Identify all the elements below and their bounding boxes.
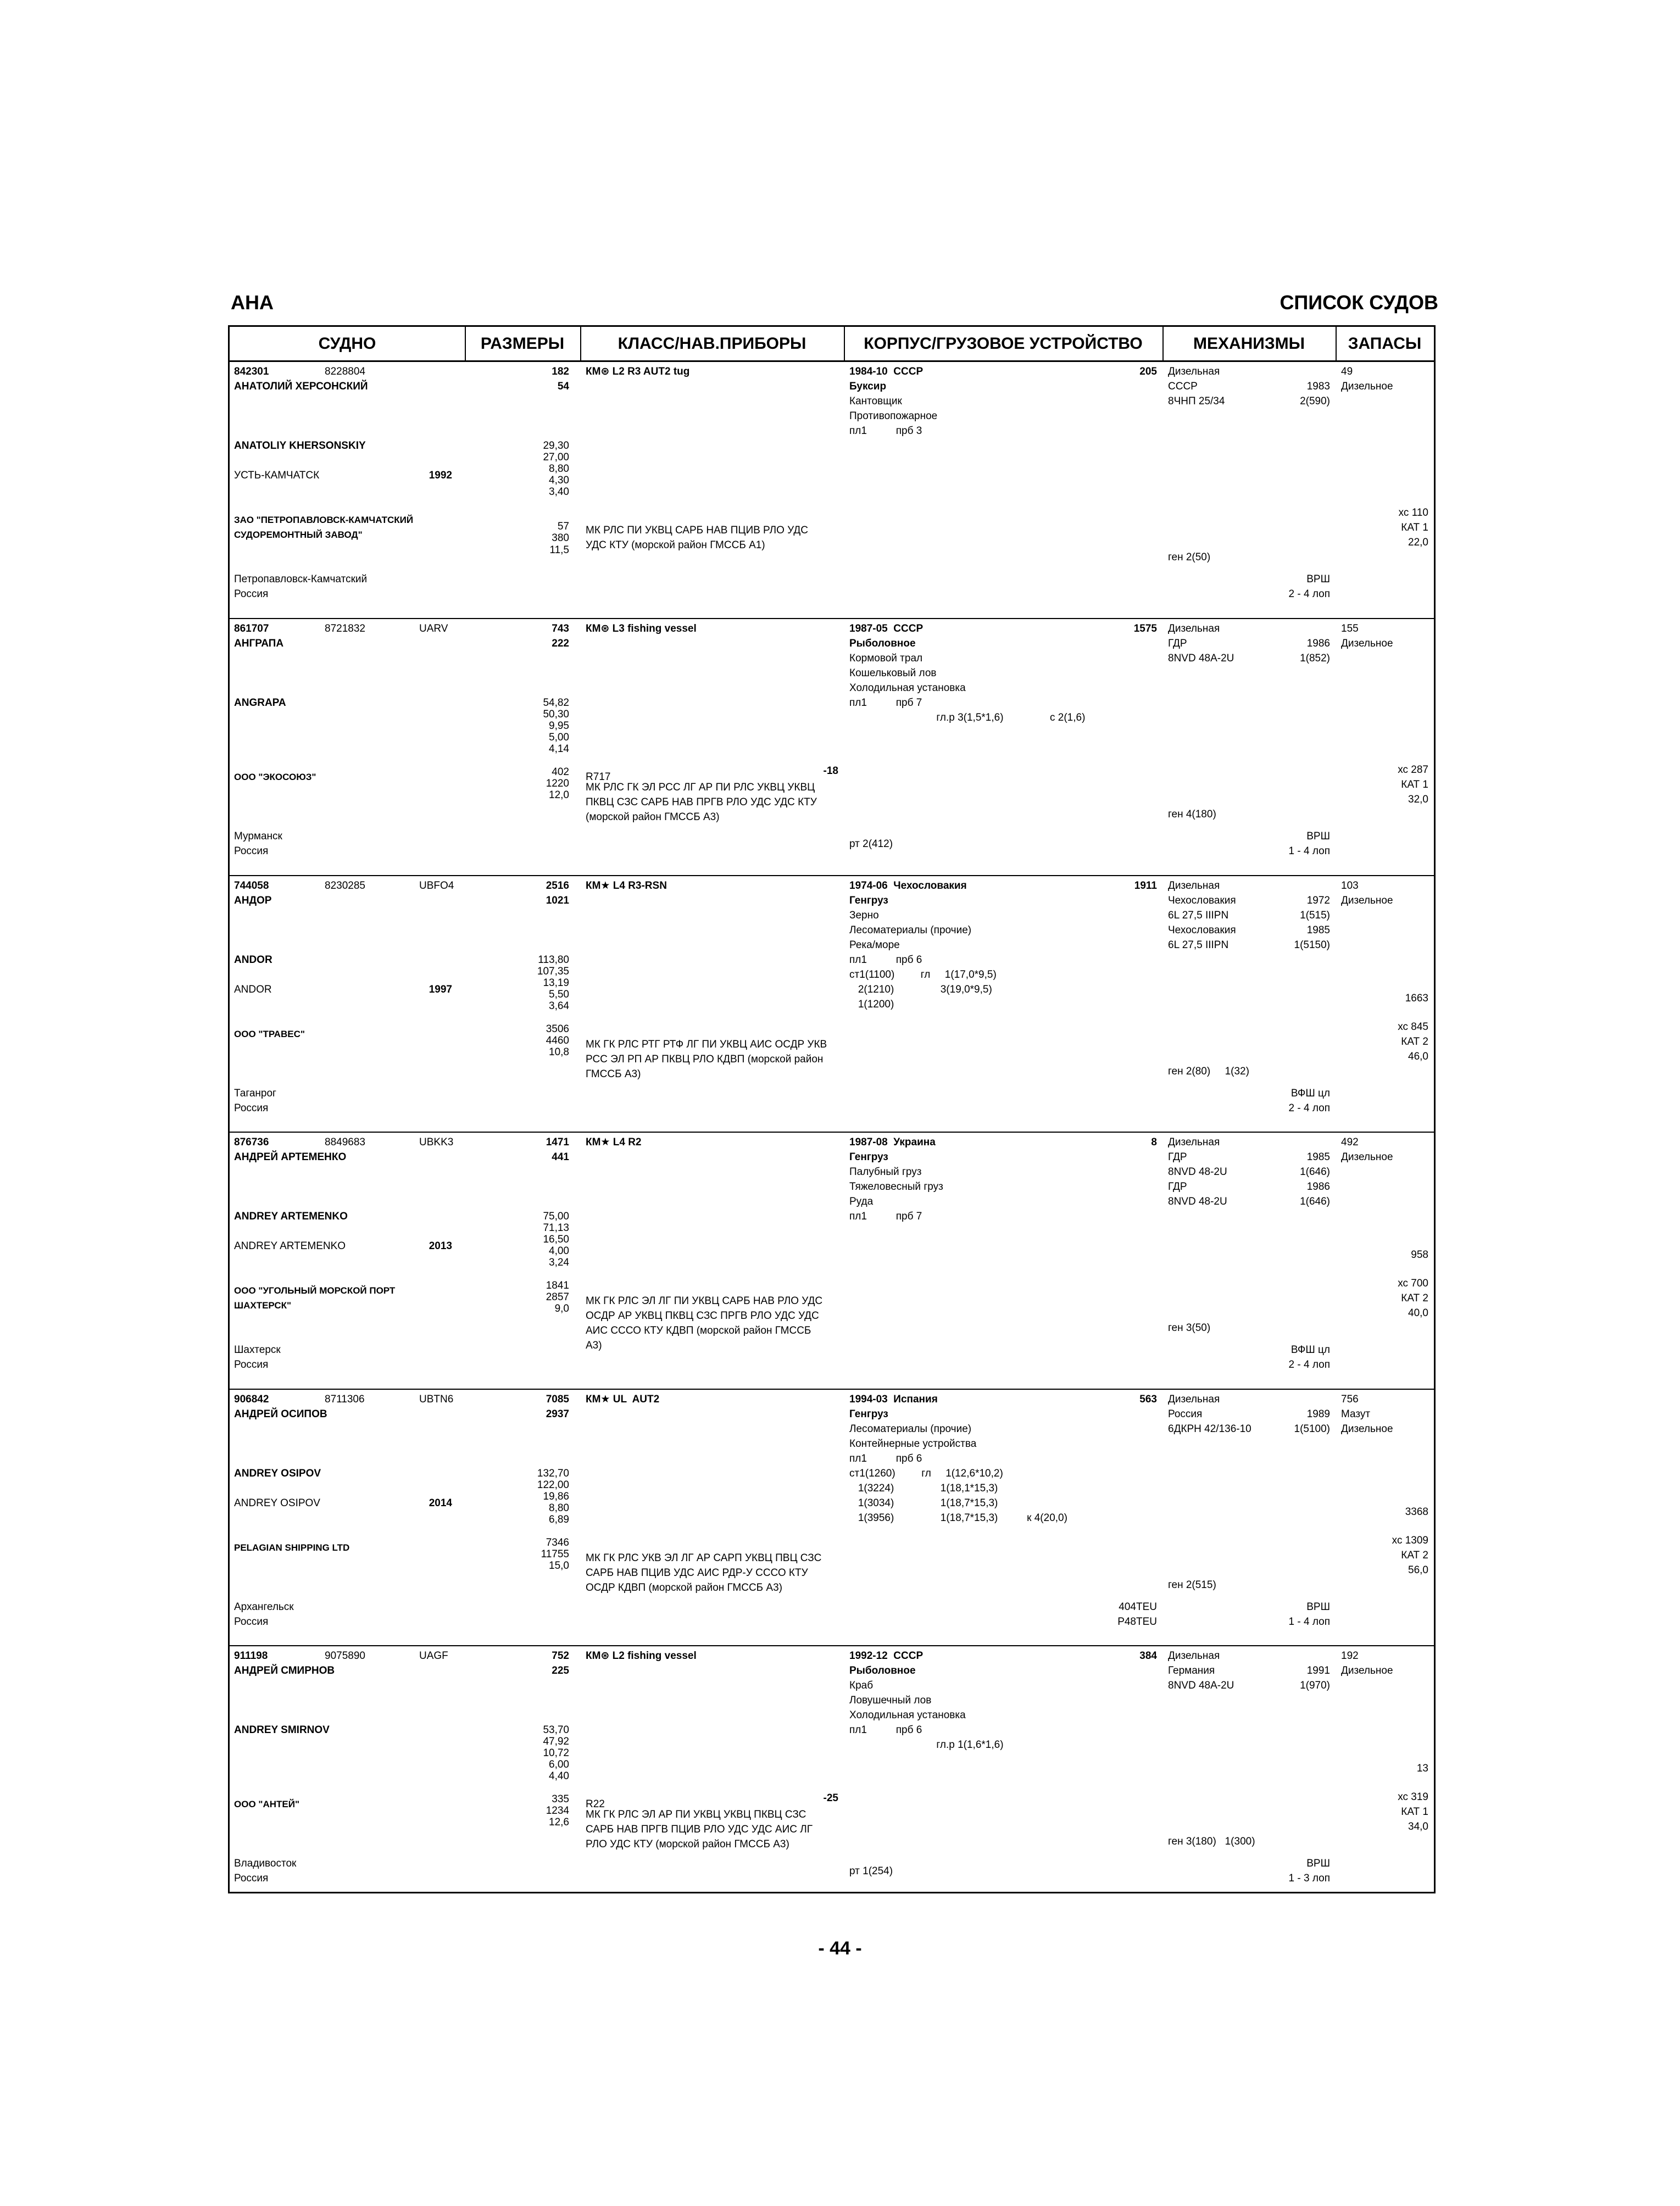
class-notation: КМ⊛ L3 fishing vessel [586,623,697,634]
dimension-value: 11,5 [549,544,569,556]
navigation-equipment: МК ГК РЛС ЭЛ ЛГ ПИ УКВЦ САРБ НАВ РЛО УДС ОСДР АР УКВЦ ПКВЦ СЗС ПРГВ РЛО УДС УДС АИС СССО КТУ КДВП (морской район ГМССБ А3) [586,1295,823,1351]
engine-spec: 1(852) [1300,653,1330,664]
propeller-blades: 1 - 4 лоп [1288,1616,1330,1628]
engine-spec: 1986 [1306,638,1330,649]
registry-number: 876736 [234,1137,269,1148]
vessel-name: АНГРАПА [234,638,284,649]
vessel-name-latin: ANDOR [234,954,272,966]
vessel-name-latin: ANDREY ARTEMENKO [234,1211,348,1222]
tonnage-value: 225 [552,1665,569,1676]
generators: ген 3(180) 1(300) [1168,1835,1255,1847]
cargo-gear: 1(1200) [849,999,894,1010]
engine-spec: 1(5150) [1294,939,1330,951]
cargo-purpose: Река/море [849,939,900,951]
dimension-value: 13,19 [543,977,569,989]
supply-value: 103 [1341,880,1359,892]
hull-number: 1911 [1134,880,1157,892]
dimension-value: 50,30 [543,709,569,721]
navigation-equipment: МК ГК РЛС ЭЛ АР ПИ УКВЦ УКВЦ ПКВЦ СЗС САРБ НАВ ПРГВ ПЦИВ РЛО УДС УДС АИС ЛГ РЛО УДС КТУ (морской район ГМССБ А3) [586,1808,813,1850]
hull-number: 205 [1139,366,1157,377]
registry-number: 906842 [234,1394,269,1405]
dimension-value: 4460 [546,1035,569,1047]
column-header-class: КЛАСС/НАВ.ПРИБОРЫ [580,327,844,362]
vessel-name-latin: ANDREY SMIRNOV [234,1724,330,1736]
cargo-gear: 2(1210) 3(19,0*9,5) [849,984,992,995]
tonnage-value: 752 [552,1650,569,1662]
container-capacity-alt: P48TEU [1117,1616,1157,1628]
call-sign: UAGF [419,1650,448,1662]
class-notation: КМ⊛ L2 R3 AUT2 tug [586,366,690,377]
deck-hold-info: пл1 прб 6 [849,954,922,966]
deck-hold-info: пл1 прб 6 [849,1453,922,1464]
cargo-purpose: Ловушечный лов [849,1695,932,1706]
dimension-value: 1234 [546,1805,569,1817]
supply-capacity: хс 110 [1398,506,1428,519]
engine-type: Дизельная [1168,880,1220,892]
owner: PELAGIAN SHIPPING LTD [234,1542,350,1553]
engine-spec: 1986 [1306,1181,1330,1193]
owner: ООО "ТРАВЕС" [234,1029,305,1039]
tonnage-value: 441 [552,1151,569,1163]
cargo-purpose: Противопожарное [849,410,938,422]
dimension-value: 75,00 [543,1211,569,1222]
previous-name-year: 2013 [429,1240,452,1252]
dimension-value: 47,92 [543,1736,569,1748]
imo-number: 8228804 [325,366,365,377]
supply-capacity: 56,0 [1408,1564,1428,1576]
supply-range: 3368 [1405,1506,1428,1518]
class-extra: -25 [823,1792,838,1804]
propeller: ВФШ цл [1290,1088,1330,1099]
dimension-value: 10,72 [543,1747,569,1759]
cargo-gear: ст1(1260) гл 1(12,6*10,2) [849,1468,1003,1479]
cargo-purpose: Зерно [849,910,879,921]
propeller: ВРШ [1306,1601,1330,1613]
column-divider [580,327,581,362]
cargo-purpose: Контейнерные устройства [849,1438,977,1450]
hull-number: 384 [1139,1650,1157,1662]
tonnage-value: 743 [552,623,569,634]
cargo-purpose: Лесоматериалы (прочие) [849,1423,972,1435]
dimension-value: 19,86 [543,1491,569,1503]
supply-value: Дизельное [1341,895,1393,906]
engine-type: Дизельная [1168,366,1220,377]
call-sign: UBFO4 [419,880,454,892]
cargo-gear: 1(3224) 1(18,1*15,3) [849,1483,998,1494]
supply-capacity: 32,0 [1408,793,1428,805]
column-header-supplies: ЗАПАСЫ [1336,327,1434,362]
registry-number: 911198 [234,1650,268,1662]
tonnage-value: 222 [552,638,569,649]
cargo-purpose: Холодильная установка [849,1709,966,1721]
vessel-record [230,362,1434,619]
cargo-purpose: Тяжеловесный груз [849,1181,943,1193]
column-divider [1336,327,1337,362]
engine-spec: 1(970) [1300,1680,1330,1691]
class-code: R22 [586,1798,605,1810]
flag-country: Россия [234,1873,269,1884]
cargo-gear: 1(3956) 1(18,7*15,3) к 4(20,0) [849,1512,1067,1524]
dimension-value: 9,0 [554,1303,569,1315]
tonnage-value: 7085 [546,1394,569,1405]
engine-maker: 6L 27,5 IIIPN [1168,939,1229,951]
tonnage-value: 2516 [546,880,569,892]
dimension-value: 11755 [541,1548,569,1561]
dimension-value: 1841 [546,1280,569,1292]
supply-capacity: КАТ 2 [1401,1035,1428,1048]
dimension-value: 3,64 [549,1000,569,1012]
owner: ООО "АНТЕЙ" [234,1799,300,1809]
home-port: Архангельск [234,1601,294,1613]
engine-spec: 1991 [1306,1665,1330,1676]
imo-number: 8849683 [325,1137,365,1148]
page-number: - 44 - [818,1938,862,1959]
deck-hold-info: пл1 прб 7 [849,1211,922,1222]
vessel-record [230,619,1434,876]
dimension-value: 12,0 [549,789,569,801]
propeller: ВФШ цл [1290,1344,1330,1356]
refrigeration-info: рт 1(254) [849,1865,893,1877]
column-divider [465,327,466,362]
supply-range: 958 [1411,1249,1428,1261]
deck-hold-info: пл1 прб 6 [849,1724,922,1736]
page-header-left: АНА [231,291,274,314]
home-port: Петропавловск-Камчатский [234,573,368,585]
supply-capacity: 22,0 [1408,536,1428,548]
vessel-name: АНАТОЛИЙ ХЕРСОНСКИЙ [234,381,368,392]
dimension-value: 6,89 [549,1514,569,1526]
engine-spec: 2(590) [1300,395,1330,407]
engine-maker: 8NVD 48-2U [1168,1196,1227,1207]
supply-capacity: 34,0 [1408,1820,1428,1832]
call-sign: UARV [419,623,448,634]
call-sign: UBKK3 [419,1137,454,1148]
tonnage-value: 1471 [546,1137,569,1148]
dimension-value: 6,00 [549,1759,569,1771]
supply-capacity: 46,0 [1408,1050,1428,1062]
cargo-purpose: Лесоматериалы (прочие) [849,924,972,936]
supply-capacity: хс 700 [1398,1277,1428,1289]
registry-number: 861707 [234,623,269,634]
supply-value: 492 [1341,1137,1359,1148]
supply-capacity: КАТ 1 [1401,521,1428,533]
imo-number: 8721832 [325,623,365,634]
engine-type: Дизельная [1168,1650,1220,1662]
engine-spec: 1989 [1306,1408,1330,1420]
cargo-purpose: Холодильная установка [849,682,966,694]
cargo-gear: гл.р 1(1,6*1,6) [849,1739,1004,1751]
supply-capacity: хс 287 [1398,764,1428,776]
generators: ген 2(80) 1(32) [1168,1065,1249,1077]
supply-capacity: КАТ 2 [1401,1549,1428,1561]
supply-capacity: 40,0 [1408,1307,1428,1319]
engine-spec: 1972 [1306,895,1330,906]
propeller-blades: 2 - 4 лоп [1288,1359,1330,1371]
engine-spec: 1(515) [1300,910,1330,921]
class-extra: -18 [823,765,838,777]
engine-spec: 1985 [1306,1151,1330,1163]
dimension-value: 8,80 [549,463,569,475]
build-year-country: 1987-08 Украина [849,1137,936,1148]
supply-value: Мазут [1341,1408,1371,1420]
navigation-equipment: МК ГК РЛС УКВ ЭЛ ЛГ АР САРП УКВЦ ПВЦ СЗС САРБ НАВ ПЦИВ УДС АИС РДР-У СССО КТУ ОСДР КДВП (морской район ГМССБ А3) [586,1552,822,1594]
vessel-type: Генгруз [849,1151,888,1163]
supply-capacity: хс 845 [1398,1021,1428,1033]
supply-value: Дизельное [1341,638,1393,649]
build-year-country: 1992-12 СССР [849,1650,924,1662]
engine-maker: ГДР [1168,1151,1187,1163]
vessel-record [230,1390,1434,1646]
vessel-name-latin: ANATOLIY KHERSONSKIY [234,440,366,452]
column-header-dimensions: РАЗМЕРЫ [465,327,580,362]
vessel-name-latin: ANGRAPA [234,697,286,709]
dimension-value: 2857 [546,1291,569,1303]
imo-number: 8711306 [325,1394,365,1405]
propeller: ВРШ [1306,1858,1330,1869]
home-port: Таганрог [234,1088,276,1099]
call-sign: UBTN6 [419,1394,454,1405]
tonnage-value: 182 [552,366,569,377]
hull-number: 8 [1151,1137,1157,1148]
tonnage-value: 54 [557,381,569,392]
dimension-value: 7346 [546,1537,569,1549]
propeller: ВРШ [1306,573,1330,585]
dimension-value: 3506 [546,1023,569,1035]
build-year-country: 1994-03 Испания [849,1394,938,1405]
previous-name-year: 1997 [429,984,452,995]
dimension-value: 107,35 [537,966,569,978]
dimension-value: 335 [552,1793,569,1806]
supply-value: Дизельное [1341,1665,1393,1676]
dimension-value: 53,70 [543,1724,569,1736]
dimension-value: 57 [557,521,569,533]
tonnage-value: 2937 [546,1408,569,1420]
column-header-hull: КОРПУС/ГРУЗОВОЕ УСТРОЙСТВО [844,327,1162,362]
home-port: Мурманск [234,831,282,842]
engine-type: Дизельная [1168,623,1220,634]
dimension-value: 402 [552,766,569,778]
previous-name-year: 1992 [429,470,452,481]
supply-capacity: хс 1309 [1392,1534,1428,1546]
cargo-gear: гл.р 3(1,5*1,6) с 2(1,6) [849,712,1086,723]
vessel-record [230,876,1434,1133]
engine-maker: Германия [1168,1665,1215,1676]
dimension-value: 4,14 [549,743,569,755]
flag-country: Россия [234,845,269,857]
vessel-name: АНДРЕЙ ОСИПОВ [234,1408,327,1420]
dimension-value: 4,00 [549,1245,569,1257]
supply-value: 155 [1341,623,1359,634]
cargo-purpose: Краб [849,1680,874,1691]
vessel-record [230,1646,1434,1892]
registry-number: 842301 [234,366,269,377]
engine-maker: 6ДКРН 42/136-10 [1168,1423,1251,1435]
navigation-equipment: МК РЛС ГК ЭЛ РСС ЛГ АР ПИ РЛС УКВЦ УКВЦ ПКВЦ СЗС САРБ НАВ ПРГВ РЛО УДС УДС КТУ (морской район ГМССБ А3) [586,781,817,823]
dimension-value: 5,50 [549,989,569,1001]
dimension-value: 380 [552,532,569,544]
engine-spec: 1(5100) [1294,1423,1330,1435]
previous-name: ANDREY ARTEMENKO [234,1240,346,1252]
supply-value: Дизельное [1341,1423,1393,1435]
dimension-value: 29,30 [543,440,569,452]
flag-country: Россия [234,588,269,600]
supply-value: 756 [1341,1394,1359,1405]
engine-spec: 1983 [1306,381,1330,392]
vessel-record [230,1133,1434,1390]
dimension-value: 8,80 [549,1502,569,1514]
supply-range: 13 [1416,1763,1428,1775]
engine-maker: 8NVD 48A-2U [1168,1680,1234,1691]
supply-capacity: хс 319 [1398,1791,1428,1803]
vessel-type: Рыболовное [849,638,916,649]
engine-maker: 8ЧНП 25/34 [1168,395,1225,407]
propeller: ВРШ [1306,831,1330,842]
engine-maker: ГДР [1168,1181,1187,1193]
tonnage-value: 1021 [546,895,569,906]
previous-name-year: 2014 [429,1497,452,1509]
flag-country: Россия [234,1102,269,1114]
engine-spec: 1985 [1306,924,1330,936]
flag-country: Россия [234,1359,269,1371]
refrigeration-info: рт 2(412) [849,838,893,850]
class-notation: КМ★ L4 R2 [586,1137,642,1148]
imo-number: 9075890 [325,1650,365,1662]
supply-capacity: КАТ 1 [1401,1806,1428,1818]
generators: ген 2(50) [1168,551,1211,563]
column-header-engines: МЕХАНИЗМЫ [1162,327,1336,362]
navigation-equipment: МК РЛС ПИ УКВЦ САРБ НАВ ПЦИВ РЛО УДС УДС КТУ (морской район ГМССБ А1) [586,524,808,551]
column-divider [844,327,845,362]
propeller-blades: 2 - 4 лоп [1288,1102,1330,1114]
engine-maker: СССР [1168,381,1198,392]
cargo-gear: 1(3034) 1(18,7*15,3) [849,1497,998,1509]
supply-value: 49 [1341,366,1353,377]
column-divider [1162,327,1164,362]
vessel-type: Генгруз [849,895,888,906]
dimension-value: 3,40 [549,486,569,498]
class-code: R717 [586,771,611,783]
propeller-blades: 2 - 4 лоп [1288,588,1330,600]
previous-name: ANDOR [234,984,272,995]
home-port: Шахтерск [234,1344,281,1356]
vessel-type: Генгруз [849,1408,888,1420]
hull-number: 563 [1139,1394,1157,1405]
engine-maker: 8NVD 48-2U [1168,1166,1227,1178]
deck-hold-info: пл1 прб 3 [849,425,922,437]
supply-range: 1663 [1405,993,1428,1005]
flag-country: Россия [234,1616,269,1628]
cargo-gear: ст1(1100) гл 1(17,0*9,5) [849,969,997,981]
dimension-value: 5,00 [549,732,569,744]
owner: ЗАО "ПЕТРОПАВЛОВСК-КАМЧАТСКИЙ СУДОРЕМОНТНЫЙ ЗАВОД" [234,515,414,540]
dimension-value: 10,8 [549,1046,569,1059]
engine-maker: Россия [1168,1408,1203,1420]
vessel-name-latin: ANDREY OSIPOV [234,1468,321,1479]
engine-maker: 8NVD 48A-2U [1168,653,1234,664]
column-header-vessel: СУДНО [230,327,465,362]
navigation-equipment: МК ГК РЛС РТГ РТФ ЛГ ПИ УКВЦ АИС ОСДР УКВ РСС ЭЛ РП АР ПКВЦ РЛО КДВП (морской район ГМССБ А3) [586,1038,827,1080]
class-notation: КМ★ UL AUT2 [586,1394,660,1405]
vessel-name: АНДРЕЙ АРТЕМЕНКО [234,1151,347,1163]
cargo-purpose: Руда [849,1196,874,1207]
supply-capacity: КАТ 2 [1401,1292,1428,1304]
dimension-value: 4,40 [549,1770,569,1782]
propeller-blades: 1 - 3 лоп [1288,1873,1330,1884]
dimension-value: 113,80 [538,954,569,966]
build-year-country: 1987-05 СССР [849,623,924,634]
class-notation: КМ⊛ L2 fishing vessel [586,1650,697,1662]
cargo-purpose: Кошельковый лов [849,667,937,679]
build-year-country: 1974-06 Чехословакия [849,880,967,892]
owner: ООО "ЭКОСОЮЗ" [234,772,316,782]
class-notation: КМ★ L4 R3-RSN [586,880,667,892]
engine-maker: 6L 27,5 IIIPN [1168,910,1229,921]
home-port: Владивосток [234,1858,297,1869]
dimension-value: 27,00 [543,452,569,464]
generators: ген 4(180) [1168,808,1216,820]
generators: ген 3(50) [1168,1322,1211,1334]
dimension-value: 54,82 [543,697,569,709]
imo-number: 8230285 [325,880,365,892]
dimension-value: 132,70 [537,1468,569,1479]
dimension-value: 12,6 [549,1817,569,1829]
vessel-type: Рыболовное [849,1665,916,1676]
ship-register-table [228,325,1436,1893]
cargo-purpose: Кормовой трал [849,653,923,664]
engine-spec: 1(646) [1300,1196,1330,1207]
engine-type: Дизельная [1168,1137,1220,1148]
registry-number: 744058 [234,880,269,892]
dimension-value: 1220 [546,778,569,790]
supply-capacity: КАТ 1 [1401,778,1428,790]
page-header-right: СПИСОК СУДОВ [1280,291,1438,314]
owner: ООО "УГОЛЬНЫЙ МОРСКОЙ ПОРТ ШАХТЕРСК" [234,1285,396,1311]
engine-maker: Чехословакия [1168,924,1236,936]
dimension-value: 16,50 [543,1234,569,1246]
vessel-type: Буксир [849,381,887,392]
supply-value: Дизельное [1341,1151,1393,1163]
dimension-value: 71,13 [543,1222,569,1234]
dimension-value: 15,0 [549,1560,569,1572]
previous-name: ANDREY OSIPOV [234,1497,320,1509]
vessel-name: АНДОР [234,895,272,906]
engine-maker: Чехословакия [1168,895,1236,906]
deck-hold-info: пл1 прб 7 [849,697,922,709]
engine-maker: ГДР [1168,638,1187,649]
dimension-value: 9,95 [549,720,569,732]
supply-value: Дизельное [1341,381,1393,392]
container-capacity: 404TEU [1119,1601,1157,1613]
generators: ген 2(515) [1168,1579,1216,1591]
dimension-value: 3,24 [549,1257,569,1269]
supply-value: 192 [1341,1650,1359,1662]
propeller-blades: 1 - 4 лоп [1288,845,1330,857]
cargo-purpose: Кантовщик [849,395,902,407]
vessel-name: АНДРЕЙ СМИРНОВ [234,1665,335,1676]
build-year-country: 1984-10 СССР [849,366,924,377]
dimension-value: 4,30 [549,475,569,487]
hull-number: 1575 [1133,623,1157,634]
dimension-value: 122,00 [537,1479,569,1491]
engine-spec: 1(646) [1300,1166,1330,1178]
cargo-purpose: Палубный груз [849,1166,922,1178]
engine-type: Дизельная [1168,1394,1220,1405]
previous-name: УСТЬ-КАМЧАТСК [234,470,320,481]
